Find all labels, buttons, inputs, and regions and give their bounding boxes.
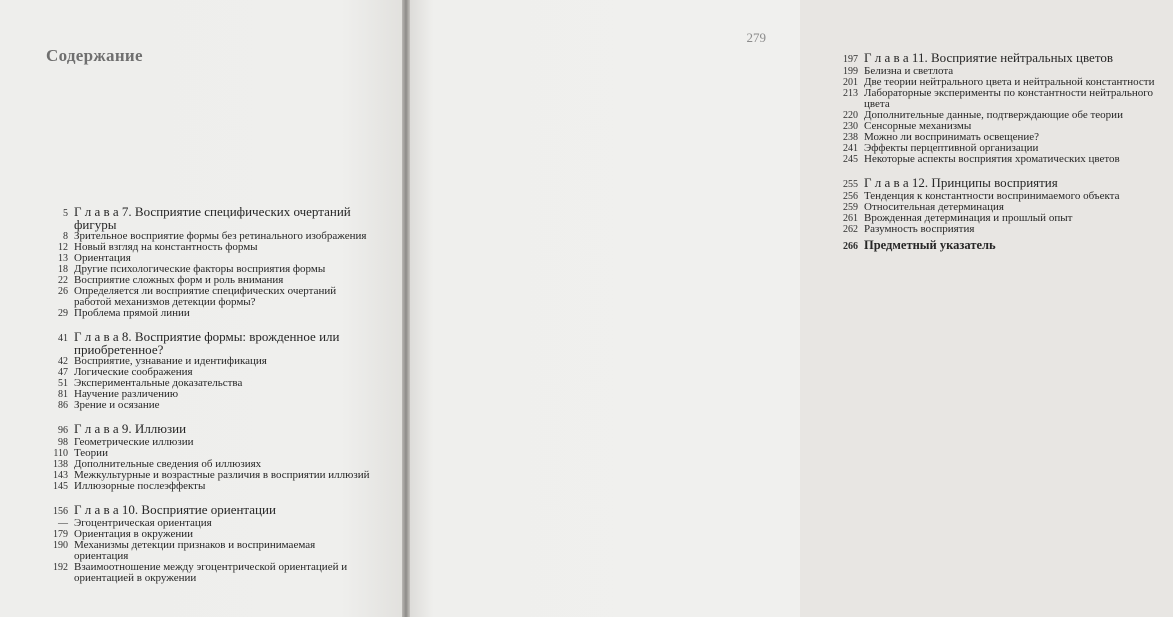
toc-entry-title: Некоторые аспекты восприятия хроматических цветов — [864, 153, 1120, 165]
toc-page-number: 201 — [843, 77, 858, 88]
toc-page-number: 241 — [843, 143, 858, 154]
toc-page-number: 18 — [58, 264, 68, 275]
toc-page-number: 192 — [53, 562, 68, 573]
toc-section-entry — [828, 154, 1173, 165]
toc-section-entry — [40, 481, 370, 492]
toc-page-number: 138 — [53, 459, 68, 470]
toc-entry-title: Логические соображения — [74, 366, 193, 378]
toc-entry-title: Геометрические иллюзии — [74, 436, 194, 448]
toc-list-left — [40, 202, 370, 584]
chapter-spacer — [40, 492, 370, 500]
toc-entry-title: Экспериментальные доказательства — [74, 377, 243, 389]
chapter-spacer — [828, 165, 1173, 173]
chapter-spacer — [40, 411, 370, 419]
toc-entry-title: Врожденная детерминация и прошлый опыт — [864, 212, 1073, 224]
toc-chapter-entry — [828, 51, 1173, 66]
toc-page-number: 47 — [58, 367, 68, 378]
toc-entry-title: Сенсорные механизмы — [864, 120, 972, 132]
book-gutter — [402, 0, 410, 617]
toc-entry-title: Новый взгляд на константность формы — [74, 241, 258, 253]
toc-entry-title: Г л а в а 12. Принципы восприятия — [864, 175, 1058, 190]
toc-section-entry — [828, 224, 1173, 235]
toc-page-number: 156 — [53, 506, 68, 517]
toc-page-number: 110 — [53, 448, 68, 459]
toc-page-number: 220 — [843, 110, 858, 121]
toc-page-number: 96 — [58, 425, 68, 436]
toc-entry-title: Разумность восприятия — [864, 223, 975, 235]
toc-entry-title: Восприятие, узнавание и идентификация — [74, 355, 267, 367]
toc-section-entry — [40, 562, 370, 584]
toc-page-number: 13 — [58, 253, 68, 264]
toc-entry-title: Ориентация — [74, 252, 131, 264]
toc-page-number: 238 — [843, 132, 858, 143]
toc-chapter-entry — [828, 176, 1173, 191]
toc-entry-title: Другие психологические факторы восприятия формы — [74, 263, 326, 275]
toc-page-number: 41 — [58, 333, 68, 344]
toc-section-entry — [40, 286, 370, 308]
toc-page-number: 51 — [58, 378, 68, 389]
toc-section-entry — [40, 400, 370, 411]
right-page — [410, 0, 1155, 617]
toc-entry-title: Г л а в а 9. Иллюзии — [74, 421, 187, 436]
toc-page-number: 26 — [58, 286, 68, 297]
toc-entry-title: Г л а в а 11. Восприятие нейтральных цветов — [864, 50, 1113, 65]
toc-entry-title: Восприятие сложных форм и роль внимания — [74, 274, 284, 286]
toc-page-number: 86 — [58, 400, 68, 411]
toc-section-entry — [40, 540, 370, 562]
toc-page-number: 259 — [843, 202, 858, 213]
toc-page-number: 145 — [53, 481, 68, 492]
toc-page-number: 29 — [58, 308, 68, 319]
left-page — [0, 0, 402, 617]
toc-chapter-entry — [40, 503, 370, 518]
toc-entry-title: Г л а в а 8. Восприятие формы: врожденное или приобретенное? — [74, 329, 340, 357]
toc-page-number: 81 — [58, 389, 68, 400]
toc-entry-title: Взаимоотношение между эгоцентрической ориентацией и ориентацией в окружении — [74, 561, 348, 584]
toc-chapter-entry — [40, 330, 370, 356]
toc-entry-title: Межкультурные и возрастные различия в восприятии иллюзий — [74, 469, 370, 481]
toc-page-number: 197 — [843, 54, 858, 65]
toc-chapter-entry — [40, 205, 370, 231]
toc-page-number: 179 — [53, 529, 68, 540]
toc-page-number: 255 — [843, 179, 858, 190]
toc-page-number: 213 — [843, 88, 858, 99]
toc-page-number: 98 — [58, 437, 68, 448]
toc-entry-title: Механизмы детекции признаков и воспринимаемая ориентация — [74, 539, 316, 562]
toc-page-number: 143 — [53, 470, 68, 481]
toc-entry-title: Предметный указатель — [864, 238, 996, 252]
toc-list-right — [828, 48, 1173, 252]
toc-entry-title: Дополнительные сведения об иллюзиях — [74, 458, 262, 470]
toc-entry-title: Научение различению — [74, 388, 179, 400]
toc-section-entry — [40, 308, 370, 319]
toc-entry-title: Можно ли воспринимать освещение? — [864, 131, 1040, 143]
toc-section-entry — [828, 88, 1173, 110]
toc-page-number: — — [58, 518, 68, 529]
page-number: 279 — [746, 30, 766, 45]
page-title: Содержание — [46, 46, 143, 65]
toc-page-number: 8 — [63, 231, 68, 242]
toc-entry-title: Относительная детерминация — [864, 201, 1004, 213]
toc-entry-title: Белизна и светлота — [864, 65, 954, 77]
toc-entry-title: Определяется ли восприятие специфических очертаний работой механизмов детекции формы? — [74, 285, 337, 308]
toc-index-entry — [828, 240, 1173, 252]
toc-page-number: 261 — [843, 213, 858, 224]
toc-entry-title: Ориентация в окружении — [74, 528, 194, 540]
chapter-spacer — [40, 319, 370, 327]
toc-entry-title: Зрительное восприятие формы без ретинального изображения — [74, 230, 367, 242]
toc-page-number: 42 — [58, 356, 68, 367]
toc-page-number: 190 — [53, 540, 68, 551]
toc-entry-title: Эффекты перцептивной организации — [864, 142, 1039, 154]
toc-entry-title: Иллюзорные послеэффекты — [74, 480, 206, 492]
toc-entry-title: Две теории нейтрального цвета и нейтральной константности — [864, 76, 1155, 88]
toc-page-number: 256 — [843, 191, 858, 202]
toc-page-number: 230 — [843, 121, 858, 132]
toc-entry-title: Тенденция к константности воспринимаемого объекта — [864, 190, 1120, 202]
toc-entry-title: Г л а в а 7. Восприятие специфических очертаний фигуры — [74, 204, 351, 232]
toc-page-number: 22 — [58, 275, 68, 286]
toc-page-number: 199 — [843, 66, 858, 77]
toc-page-number: 266 — [843, 241, 858, 252]
toc-entry-title: Г л а в а 10. Восприятие ориентации — [74, 502, 276, 517]
toc-page-number: 262 — [843, 224, 858, 235]
toc-entry-title: Зрение и осязание — [74, 399, 160, 411]
toc-chapter-entry — [40, 422, 370, 437]
toc-entry-title: Проблема прямой линии — [74, 307, 190, 319]
toc-page-number: 5 — [63, 208, 68, 219]
toc-entry-title: Дополнительные данные, подтверждающие обе теории — [864, 109, 1123, 121]
toc-entry-title: Лабораторные эксперименты по константности нейтрального цвета — [864, 87, 1154, 110]
toc-page-number: 245 — [843, 154, 858, 165]
toc-page-number: 12 — [58, 242, 68, 253]
toc-entry-title: Эгоцентрическая ориентация — [74, 517, 212, 529]
toc-entry-title: Теории — [74, 447, 108, 459]
